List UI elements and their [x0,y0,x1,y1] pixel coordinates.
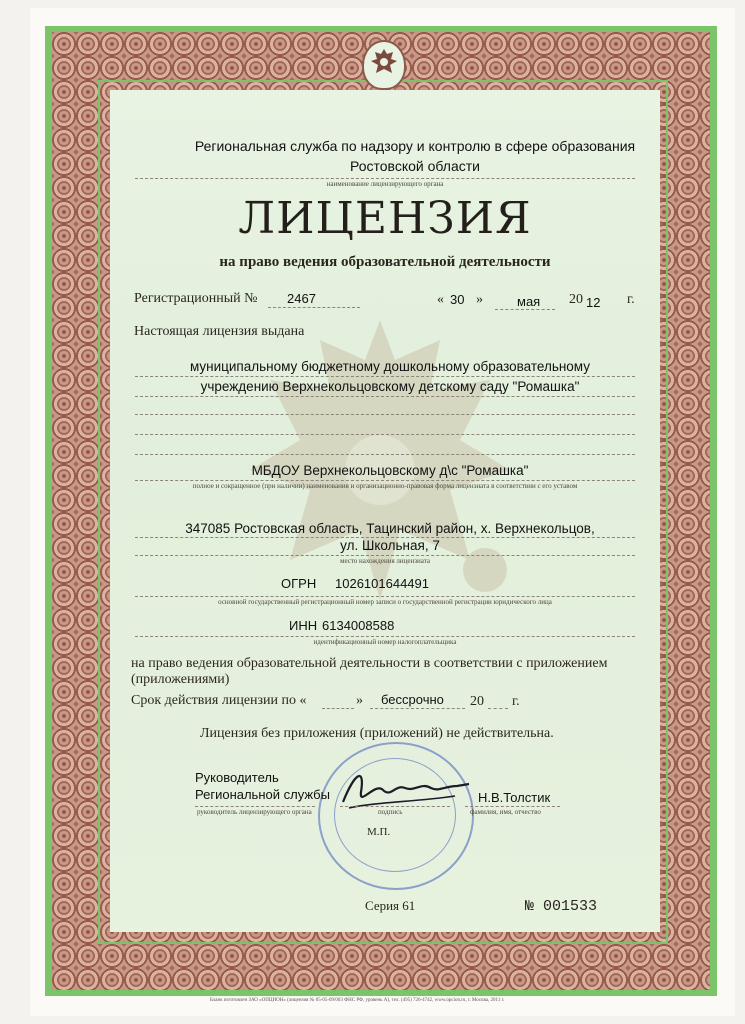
full-name-line-1 [135,376,635,377]
inn-line [135,636,635,637]
authority-caption: наименование лицензирующего органа [326,180,444,188]
purpose-line-2: (приложениями) [131,672,230,687]
short-name-line [135,480,635,481]
double-headed-eagle-watermark-icon [230,300,530,620]
full-name-line-2 [135,396,635,397]
signatory-title-2: Региональной службы [195,787,330,802]
validity-value: бессрочно [381,692,444,707]
inn-label: ИНН [289,618,318,633]
document-subtitle: на право ведения образовательной деятельности [219,254,551,270]
validity-year: 20 [470,694,484,709]
licensee-full-name-2: учреждению Верхнекольцовскому детскому саду "Ромашка" [200,379,580,394]
position-line [195,806,315,807]
signatory-name: Н.В.Толстик [478,790,551,805]
stamp-place: М.П. [367,826,391,838]
registration-number-line [268,307,360,308]
attachment-notice: Лицензия без приложения (приложений) не действительна. [200,726,554,741]
name-line [465,806,560,807]
registration-quote-close: » [476,292,483,307]
document-title: ЛИЦЕНЗИЯ [238,193,532,244]
registration-label: Регистрационный № [134,291,258,306]
full-name-line-4 [135,434,635,435]
registration-year-prefix: 20 [569,292,583,307]
ogrn-label: ОГРН [281,576,317,591]
printer-footer: Бланк изготовлен ЗАО «ОПЦИОН» (лицензия № 05-05-09/003 ФНС РФ, уровень А), тел. (495) 726-4742, www.opcion.ru, г. Москва, 2011 г. [210,998,505,1003]
ogrn-line [135,596,635,597]
issued-label: Настоящая лицензия выдана [134,324,305,339]
validity-day-line [322,708,354,709]
authority-underline [135,178,635,179]
authority-line-1: Региональная служба по надзору и контролю в сфере образования [194,138,636,154]
registration-month: мая [517,294,541,309]
ogrn-caption: основной государственный регистрационный номер записи о государственной регистрации юридического лица [218,598,552,606]
handwritten-signature-icon [335,762,475,816]
validity-year-line [488,708,508,709]
signatory-title-1: Руководитель [195,770,279,785]
licensee-address-1: 347085 Ростовская область, Тацинский район, х. Верхнекольцов, [185,521,595,536]
authority-line-2: Ростовской области [350,158,480,174]
position-caption: руководитель лицензирующего органа [197,808,312,816]
inn-caption: идентификационный номер налогоплательщика [313,638,457,646]
ogrn-value: 1026101644491 [335,576,429,591]
validity-label: Срок действия лицензии по « [131,693,307,708]
inn-value: 6134008588 [322,618,395,633]
full-name-line-3 [135,414,635,415]
name-caption: полное и сокращенное (при наличии) наименования и организационно-правовая форма лицензиата в соответствии с его уставом [192,482,578,490]
coat-of-arms-icon [362,40,406,90]
name-caption-fio: фамилия, имя, отчество [470,808,541,816]
licensee-address-2: ул. Школьная, 7 [340,538,440,553]
registration-year-unit: г. [627,292,635,307]
purpose-line-1: на право ведения образовательной деятельности в соответствии с приложением [131,656,608,671]
registration-year-suffix: 12 [586,295,601,310]
validity-unit: г. [512,694,520,709]
address-caption: место нахождения лицензиата [340,557,430,565]
signature-line [340,806,450,807]
licensee-short-name: МБДОУ Верхнекольцовскому д\с "Ромашка" [251,463,529,478]
registration-day: 30 [450,292,465,307]
registration-quote-open: « [437,292,444,307]
registration-month-line [495,309,555,310]
licensee-full-name-1: муниципальному бюджетному дошкольному образовательному [189,359,590,374]
validity-value-line [370,708,465,709]
registration-number: 2467 [287,291,316,306]
validity-close-quote: » [356,693,363,708]
address-line-2 [135,555,635,556]
full-name-line-5 [135,454,635,455]
serial-number: № 001533 [525,898,598,915]
signature-caption: подпись [378,808,403,816]
series: Серия 61 [365,898,416,913]
